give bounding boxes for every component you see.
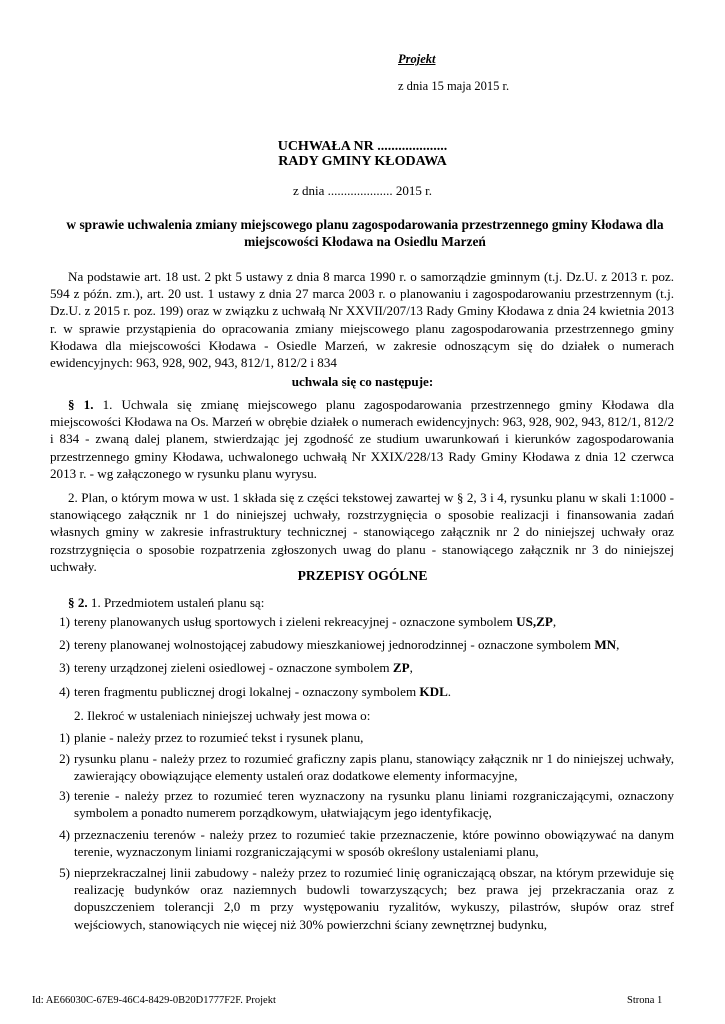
definition-number: 4) (59, 827, 70, 842)
list-item-end: , (552, 614, 557, 629)
section-heading: PRZEPISY OGÓLNE (297, 568, 428, 583)
paragraph-1-point-2 (50, 489, 674, 575)
list-item-text: tereny planowanej wolnostojącej zabudowy mieszkaniowej jednorodzinnej - oznaczone symbolem (74, 637, 595, 652)
list-item-symbol: US,ZP (516, 614, 553, 629)
definition-item (32, 826, 674, 860)
page-number: Strona 1 (627, 995, 663, 1006)
list-item-number: 1) (59, 614, 70, 629)
definition-number: 2) (59, 751, 70, 766)
paragraph-2-point-2: 2. Ilekroć w ustaleniach niniejszej uchwały jest mowa o: (74, 708, 371, 723)
resolves-heading: uchwala się co następuje: (291, 374, 434, 389)
resolution-date: z dnia .................... 2015 r. (292, 183, 432, 198)
definition-number: 3) (59, 788, 70, 803)
list-item-end: , (409, 660, 413, 675)
list-item (32, 613, 674, 630)
draft-date: z dnia 15 maja 2015 r. (398, 79, 510, 93)
definition-text: nieprzekraczalnej linii zabudowy - należy przez to rozumieć linię ograniczającą obszar, na którym przewiduje się realizację budynków oraz naziemnych budowli towarzyszących; bez prawa jej przekraczania oraz z dopuszczeniem tolerancji 2,0 m przy występowaniu ryzalitów, wykuszy, pilastrów, słupów oraz stref wejściowych, stanowiących nie więcej niż 30% powierzchni ściany zewnętrznej budynku, (74, 865, 674, 932)
paragraph-2-intro (68, 594, 674, 611)
list-item-text: tereny planowanych usług sportowych i zieleni rekreacyjnej - oznaczone symbolem (74, 614, 517, 629)
paragraph-2-intro-text: 1. Przedmiotem ustaleń planu są: (87, 595, 265, 610)
list-item-text: tereny urządzonej zieleni osiedlowej - oznaczone symbolem (74, 660, 393, 675)
list-item-symbol: MN (594, 637, 617, 652)
definition-number: 5) (59, 865, 70, 880)
paragraph-2-label: § 2. (68, 595, 88, 610)
resolution-number: UCHWAŁA NR .................... (277, 139, 448, 154)
council-name: RADY GMINY KŁODAWA (278, 154, 447, 169)
list-item-number: 4) (59, 684, 70, 699)
list-item-end: . (447, 684, 452, 699)
definition-text: rysunku planu - należy przez to rozumieć graficzny zapis planu, stanowiący załącznik nr 1 do niniejszej uchwały, zawierający obowiązujące elementy ustaleń oraz dodatkowe elementy informacyjne, (74, 751, 674, 784)
resolution-subject: w sprawie uchwalenia zmiany miejscowego planu zagospodarowania przestrzennego gminy Kłodawa dla miejscowości Kłodawa na Osiedlu Marzeń (66, 217, 664, 249)
definition-item (32, 750, 674, 784)
paragraph-1 (50, 396, 674, 482)
definition-item (32, 864, 674, 933)
definition-number: 1) (59, 730, 70, 745)
list-item-end: , (616, 637, 620, 652)
list-item (32, 636, 674, 653)
list-item (32, 659, 674, 676)
definition-text: przeznaczeniu terenów - należy przez to rozumieć takie przeznaczenie, które powinno obowiązywać na danym terenie, wyznaczonym liniami rozgraniczającymi w sposób określony ustaleniami planu, (74, 827, 674, 860)
list-item-text: teren fragmentu publicznej drogi lokalnej - oznaczony symbolem (74, 684, 420, 699)
definition-item (32, 729, 674, 746)
definition-item (32, 787, 674, 821)
list-item-symbol: KDL (419, 684, 448, 699)
list-item-number: 2) (59, 637, 70, 652)
draft-label: Projekt (398, 52, 436, 66)
definition-text: planie - należy przez to rozumieć tekst i rysunek planu, (74, 730, 364, 745)
paragraph-1-point-2-text: 2. Plan, o którym mowa w ust. 1 składa się z części tekstowej zawartej w § 2, 3 i 4, rysunku planu w skali 1:1000 - stanowiącego załącznik nr 1 do niniejszej uchwały, rozstrzygnięcia o sposobie realizacji i finansowania zadań własnych gminy w zakresie infrastruktury technicznej - stanowiącego załącznik nr 2 do niniejszej uchwały oraz rozstrzygnięcia o sposobie rozpatrzenia zgłoszonych uwag do planu - stanowiącego załącznik nr 3 do niniejszej uchwały. (50, 490, 674, 574)
paragraph-1-text: 1. Uchwala się zmianę miejscowego planu zagospodarowania przestrzennego gminy Kłodawa dla miejscowości Kłodawa na Os. Marzeń w obrębie działek o numerach ewidencyjnych: 963, 928, 902, 943, 812/1, 812/2 i 834 - zwaną dalej planem, stwierdzając jej zgodność ze studium uwarunkowań i kierunków zagospodarowania przestrzennego gminy Kłodawa, uchwalonego uchwałą Nr XXIX/228/13 Rady Gminy Kłodawa z dnia 12 czerwca 2013 r. - wg załączonego w rysunku planu wyrysu. (50, 397, 675, 481)
preamble (50, 268, 674, 371)
definition-text: terenie - należy przez to rozumieć teren wyznaczony na rysunku planu liniami rozgraniczającymi, oznaczony symbolem a ponadto numerem porządkowym, ułatwiającym jego identyfikację, (74, 788, 674, 821)
document-id: Id: AE66030C-67E9-46C4-8429-0B20D1777F2F. Projekt (32, 995, 276, 1006)
preamble-text: Na podstawie art. 18 ust. 2 pkt 5 ustawy z dnia 8 marca 1990 r. o samorządzie gminnym (t.j. Dz.U. z 2013 r. poz. 594 z późn. zm.), art. 20 ust. 1 ustawy z dnia 27 marca 2003 r. o planowaniu i zagospodarowaniu przestrzennym (t.j. Dz.U. z 2015 r. poz. 199) oraz w związku z uchwałą Nr XXVII/207/13 Rady Gminy Kłodawa z dnia 24 kwietnia 2013 r. w sprawie przystąpienia do opracowania zmiany miejscowego planu zagospodarowania przestrzennego gminy Kłodawa dla miejscowości Kłodawa - Osiedle Marzeń, w zakresie odnoszącym się do działek o numerach ewidencyjnych: 963, 928, 902, 943, 812/1, 812/2 i 834 (50, 269, 674, 371)
list-item-symbol: ZP (392, 660, 410, 675)
list-item (32, 683, 674, 700)
paragraph-1-label: § 1. (68, 397, 94, 412)
list-item-number: 3) (59, 660, 70, 675)
